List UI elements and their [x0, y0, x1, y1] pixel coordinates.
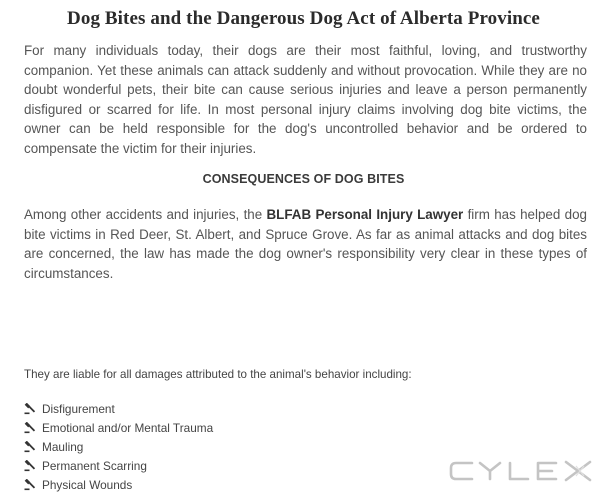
paragraph-text-end: firm has helped dog bite victims in Red Deer, St. Albert, and Spruce Grove. As far as animal attacks and dog bites are concerned, the law has made the dog owner's responsibility very clear in these types of circumstances. — [24, 207, 587, 281]
intro-paragraph: For many individuals today, their dogs are their most faithful, loving, and trustworthy companion. Yet these animals can attack suddenly and without provocation. While they are no doubt wonderful pets, their bite can cause serious injuries and leave a person permanently disfigured or scarred for life. In most personal injury claims involving dog bite victims, the owner can be held responsible for the dog's uncontrolled behavior and be ordered to compensate the victim for their injuries. — [24, 43, 587, 156]
gavel-icon — [24, 460, 36, 472]
firm-paragraph — [24, 205, 587, 283]
gavel-icon — [24, 479, 36, 491]
damages-list — [24, 399, 213, 494]
gavel-icon — [24, 403, 36, 415]
firm-name: BLFAB Personal Injury Lawyer — [266, 207, 464, 222]
list-item — [24, 437, 213, 456]
list-item-label: Physical Wounds — [42, 477, 133, 492]
paragraph-text-start: Among other accidents and injuries, the — [24, 207, 267, 222]
page-title: Dog Bites and the Dangerous Dog Act of Alberta Province — [67, 8, 540, 29]
gavel-icon — [24, 441, 36, 453]
list-item-label: Permanent Scarring — [42, 458, 147, 473]
list-item — [24, 456, 213, 475]
gavel-icon — [24, 422, 36, 434]
list-item-label: Disfigurement — [42, 401, 115, 416]
cylex-watermark-logo — [448, 458, 596, 484]
list-item — [24, 475, 213, 494]
list-item — [24, 399, 213, 418]
list-item — [24, 418, 213, 437]
section-heading: CONSEQUENCES OF DOG BITES — [202, 172, 405, 186]
list-item-label: Emotional and/or Mental Trauma — [42, 420, 214, 435]
liability-intro: They are liable for all damages attributed to the animal's behavior including: — [24, 368, 412, 381]
list-item-label: Mauling — [42, 439, 84, 454]
